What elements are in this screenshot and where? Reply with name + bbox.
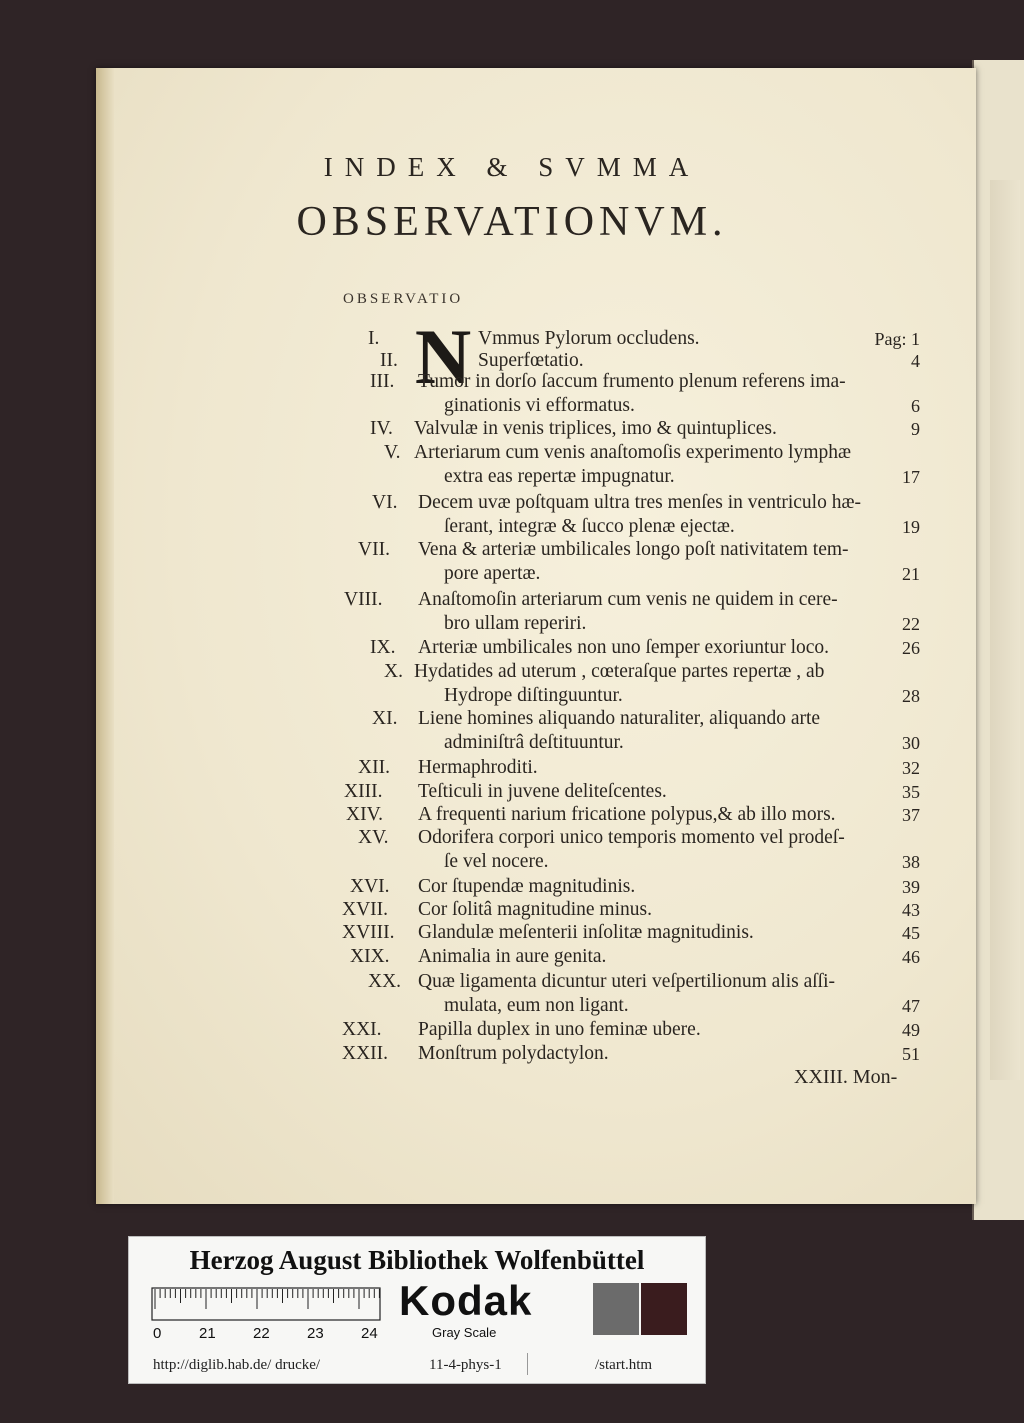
entry-numeral: VIII. (344, 589, 383, 610)
entry-text: Superfœtatio. (478, 350, 584, 371)
ruler-number: 23 (307, 1325, 324, 1342)
ruler-number: 21 (199, 1325, 216, 1342)
entry-text: Arteriæ umbilicales non uno ſemper exoriuntur loco. (418, 637, 830, 658)
entry-page-number: 38 (902, 852, 920, 872)
entry-page-number: 43 (902, 900, 920, 920)
entry-numeral: XII. (358, 757, 390, 778)
entry-text: pore apertæ. (444, 563, 541, 584)
entry-text: Decem uvæ poſtquam ultra tres menſes in ventriculo hæ- (418, 492, 861, 513)
entry-text: Anaſtomoſin arteriarum cum venis ne quidem in cere- (418, 589, 838, 610)
entry-numeral: XVI. (350, 876, 390, 897)
entry-numeral: VI. (372, 492, 398, 513)
entry-numeral: VII. (358, 539, 390, 560)
card-title: Herzog August Bibliothek Wolfenbüttel (189, 1245, 645, 1275)
entry-page-number: 17 (902, 467, 920, 487)
entry-text: ſe vel nocere. (444, 851, 549, 872)
entry-numeral: II. (380, 350, 398, 371)
entry-text: Liene homines aliquando naturaliter, aliquando arte (418, 708, 821, 729)
entry-text: A frequenti narium fricatione polypus,& ab illo mors. (418, 804, 836, 825)
entry-page-number: 49 (902, 1020, 920, 1040)
entry-numeral: XXII. (342, 1043, 389, 1064)
entry-numeral: XIII. (344, 781, 383, 802)
index-title: OBSERVATIONVM. (296, 199, 728, 245)
entry-text: adminiſtrâ deſtituuntur. (444, 732, 624, 753)
entry-numeral: XIV. (346, 804, 384, 825)
entry-text: Hydatides ad uterum , cœteraſque partes repertæ , ab (414, 661, 825, 682)
entry-page-number: 4 (911, 351, 920, 371)
card-start-link: /start.htm (595, 1357, 653, 1373)
entry-numeral: XVII. (342, 899, 389, 920)
entry-numeral: V. (384, 442, 401, 463)
entry-page-number: 21 (902, 564, 920, 584)
entry-text: Hydrope diſtinguuntur. (444, 685, 623, 706)
gray-swatch (641, 1283, 687, 1335)
ruler-number: 0 (153, 1325, 162, 1342)
entry-text: extra eas repertæ impugnatur. (444, 466, 675, 487)
entry-numeral: III. (370, 371, 395, 392)
calibration-card (128, 1236, 706, 1384)
entry-page-number: 39 (902, 877, 920, 897)
gray-scale-label: Gray Scale (432, 1325, 497, 1340)
entry-page-number: 47 (902, 996, 920, 1016)
entry-numeral: XXI. (342, 1019, 382, 1040)
ruler-number: 24 (361, 1325, 378, 1342)
entry-text: Glandulæ meſenterii inſolitæ magnitudinis. (418, 922, 754, 943)
entry-text: Cor ſtupendæ magnitudinis. (418, 876, 636, 897)
entry-page-number: 19 (902, 517, 920, 537)
catchword: XXIII. Mon- (794, 1066, 898, 1088)
entry-text: Odorifera corpori unico temporis momento vel prodeſ- (418, 827, 845, 848)
entry-page-number: 28 (902, 686, 920, 706)
entry-text: Teſticuli in juvene deliteſcentes. (418, 781, 667, 802)
entry-text: Tumor in dorſo ſaccum frumento plenum referens ima- (418, 371, 846, 392)
entry-page-number: 37 (902, 805, 920, 825)
entry-text: Papilla duplex in uno feminæ ubere. (418, 1019, 701, 1040)
entry-text: Arteriarum cum venis anaſtomoſis experimento lymphæ (414, 442, 852, 463)
entry-numeral: XVIII. (342, 922, 395, 943)
entry-text: bro ullam reperiri. (444, 613, 587, 634)
entry-page-number: 46 (902, 947, 920, 967)
entry-text: Animalia in aure genita. (418, 946, 607, 967)
entry-text: mulata, eum non ligant. (444, 995, 629, 1016)
entry-page-number: 26 (902, 638, 920, 658)
entry-page-number: 22 (902, 614, 920, 634)
entry-numeral: X. (384, 661, 403, 682)
entry-text: Quæ ligamenta dicuntur uteri veſpertilionum alis aſſi- (418, 971, 835, 992)
entry-numeral: XIX. (350, 946, 390, 967)
entry-text: Hermaphroditi. (418, 757, 538, 778)
card-url: http://diglib.hab.de/ drucke/ (153, 1357, 321, 1373)
gray-swatch (593, 1283, 639, 1335)
kodak-logo: Kodak (399, 1277, 533, 1324)
entry-numeral: XI. (372, 708, 398, 729)
entry-text: Monſtrum polydactylon. (418, 1043, 609, 1064)
entry-page-number: 9 (911, 419, 920, 439)
entry-numeral: IV. (370, 418, 393, 439)
ruler-scale (151, 1287, 381, 1321)
column-label: OBSERVATIO (343, 291, 464, 307)
card-shelfmark: 11-4-phys-1 (429, 1357, 502, 1373)
entry-page-number: 6 (911, 396, 920, 416)
entry-numeral: XX. (368, 971, 402, 992)
entry-text: ſerant, integræ & ſucco plenæ ejectæ. (444, 516, 735, 537)
entry-text: Valvulæ in venis triplices, imo & quintuplices. (414, 418, 777, 439)
entry-page-number: 45 (902, 923, 920, 943)
drop-cap: N (414, 313, 472, 400)
entry-text: Cor ſolitâ magnitudine minus. (418, 899, 652, 920)
entry-page-number: 32 (902, 758, 920, 778)
entry-numeral: I. (368, 328, 380, 349)
entry-page-number: 30 (902, 733, 920, 753)
entry-text: Vena & arteriæ umbilicales longo poſt nativitatem tem- (418, 539, 849, 560)
entry-page-number: 51 (902, 1044, 920, 1064)
ruler-numbers (147, 1325, 387, 1345)
entry-text: Vmmus Pylorum occludens. (478, 328, 700, 349)
ruler-number: 22 (253, 1325, 270, 1342)
entry-numeral: IX. (370, 637, 396, 658)
entry-numeral: XV. (358, 827, 389, 848)
index-heading: INDEX & SVMMA (323, 152, 701, 182)
card-separator (527, 1353, 528, 1375)
entry-text: ginationis vi efformatus. (444, 395, 635, 416)
entry-page-number: Pag: 1 (874, 329, 920, 349)
entry-page-number: 35 (902, 782, 920, 802)
